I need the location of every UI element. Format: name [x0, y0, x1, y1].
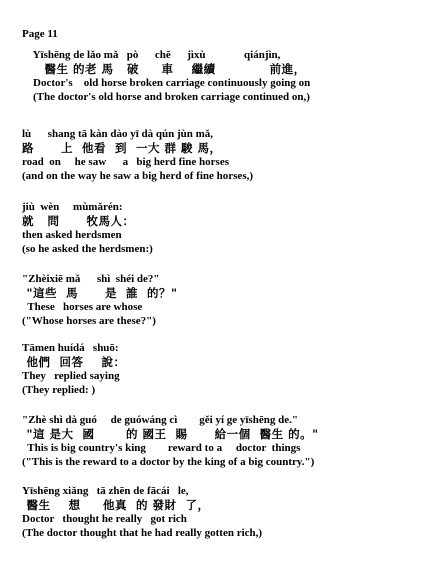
gloss-line: Doctor's old horse broken carriage continuously going on — [22, 77, 311, 89]
pinyin-line: Tāmen huídá shuō: — [22, 342, 119, 354]
pinyin-line: "Zhè shì dà guó de guówáng cì gěi yí ge yīshēng de." — [22, 414, 298, 426]
translation-line: (and on the way he saw a big herd of fine horses,) — [22, 170, 254, 182]
pinyin-line: jiù wèn mùmǎrén: — [22, 201, 123, 213]
pinyin-line: Yīshēng de lǎo mǎ pò chē jìxù qiánjìn, — [22, 49, 281, 61]
chinese-line: 路 上 他看 到 一大 群 駿 馬， — [22, 141, 222, 155]
chinese-line: 醫生 想 他真 的 發財 了， — [22, 498, 210, 512]
translation-line: ("This is the reward to a doctor by the king of a big country.") — [22, 456, 315, 468]
translation-line: (They replied: ) — [22, 384, 96, 396]
chinese-line: 他們 回答 說： — [22, 355, 126, 369]
gloss-line: road on he saw a big herd fine horses — [22, 156, 229, 168]
page-label: Page 11 — [22, 28, 58, 40]
translation-line: (so he asked the herdsmen:) — [22, 243, 153, 255]
gloss-line: These horses are whose — [22, 301, 143, 313]
gloss-line: then asked herdsmen — [22, 229, 122, 241]
chinese-line: "這 是大 國 的 國王 賜 給一個 醫生 的。" — [22, 427, 319, 441]
passage-6 — [22, 413, 417, 469]
gloss-line: Doctor thought he really got rich — [22, 513, 187, 525]
chinese-line: 醫生 的老 馬 破 車 繼續 前進， — [22, 62, 306, 76]
gloss-line: They replied saying — [22, 370, 120, 382]
passage-4 — [22, 272, 417, 328]
translation-line: (The doctor's old horse and broken carriage continued on,) — [22, 91, 310, 103]
gloss-line: This is big country's king reward to a doctor things — [22, 442, 301, 454]
translation-line: ("Whose horses are these?") — [22, 315, 156, 327]
chinese-line: "這些 馬 是 誰 的？" — [22, 286, 178, 300]
passage-2 — [22, 127, 417, 183]
passage-7 — [22, 484, 417, 540]
passage-5 — [22, 341, 417, 397]
passage-3 — [22, 200, 417, 256]
chinese-line: 就 問 牧馬人： — [22, 214, 135, 228]
pinyin-line: lù shang tā kàn dào yī dà qún jùn mǎ, — [22, 128, 214, 140]
pinyin-line: Yīshēng xiǎng tā zhēn de fācái le, — [22, 485, 189, 497]
pinyin-line: "Zhèixiē mǎ shì shéi de?" — [22, 273, 160, 285]
translation-line: (The doctor thought that he had really gotten rich,) — [22, 527, 263, 539]
passage-1 — [22, 48, 417, 104]
